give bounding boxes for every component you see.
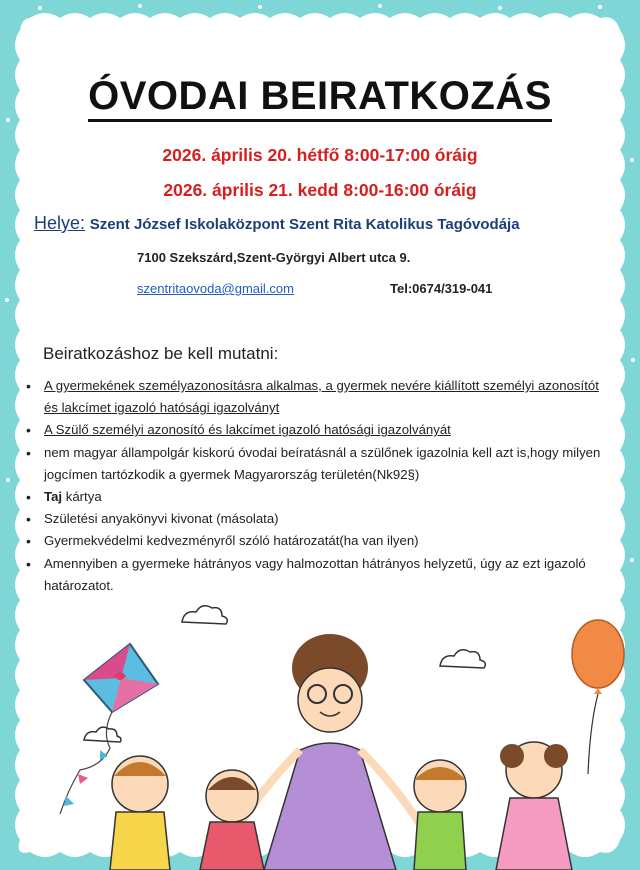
requirement-item: • Taj kártya bbox=[24, 486, 604, 508]
requirements-list bbox=[24, 375, 604, 597]
child-illustration bbox=[496, 742, 572, 870]
illustration bbox=[0, 590, 640, 870]
address: 7100 Szekszárd,Szent-Györgyi Albert utca 9. bbox=[137, 250, 411, 265]
enrollment-date-2: 2026. április 21. kedd 8:00-16:00 óráig bbox=[163, 180, 477, 200]
requirement-item: • A gyermekének személyazonosításra alkalmas, a gyermek nevére kiállított személyi azonosítót és lakcímet igazoló hatósági igazolványt bbox=[24, 375, 604, 419]
child-illustration bbox=[200, 770, 264, 870]
requirement-item: • Gyermekvédelmi kedvezményről szóló határozatát(ha van ilyen) bbox=[24, 530, 604, 552]
requirement-item: • A Szülő személyi azonosító és lakcímet igazoló hatósági igazolványát bbox=[24, 419, 604, 441]
requirement-item: • Amennyiben a gyermeke hátrányos vagy halmozottan hátrányos helyzetű, úgy az ezt igazoló határozatot. bbox=[24, 553, 604, 597]
requirement-item: • Születési anyakönyvi kivonat (másolata) bbox=[24, 508, 604, 530]
child-illustration bbox=[414, 760, 466, 870]
email-link[interactable]: szentritaovoda@gmail.com bbox=[137, 281, 294, 296]
child-illustration bbox=[110, 756, 170, 870]
location-line bbox=[34, 213, 520, 234]
phone-number: Tel:0674/319-041 bbox=[390, 281, 493, 296]
location-name: Szent József Iskolaközpont Szent Rita Katolikus Tagóvodája bbox=[89, 216, 520, 233]
teacher-illustration bbox=[230, 634, 430, 870]
requirements-heading: Beiratkozáshoz be kell mutatni: bbox=[43, 344, 279, 363]
location-label: Helye: bbox=[34, 213, 86, 233]
requirement-item: • nem magyar állampolgár kiskorú óvodai beíratásnál a szülőnek igazolnia kell azt is,hogy milyen jogcímen tartózkodik a gyermek Magyarország területén(Nk92§) bbox=[24, 442, 604, 486]
enrollment-date-1: 2026. április 20. hétfő 8:00-17:00 óráig bbox=[162, 145, 478, 165]
balloon-icon bbox=[572, 620, 624, 774]
page-title: ÓVODAI BEIRATKOZÁS bbox=[0, 74, 640, 119]
